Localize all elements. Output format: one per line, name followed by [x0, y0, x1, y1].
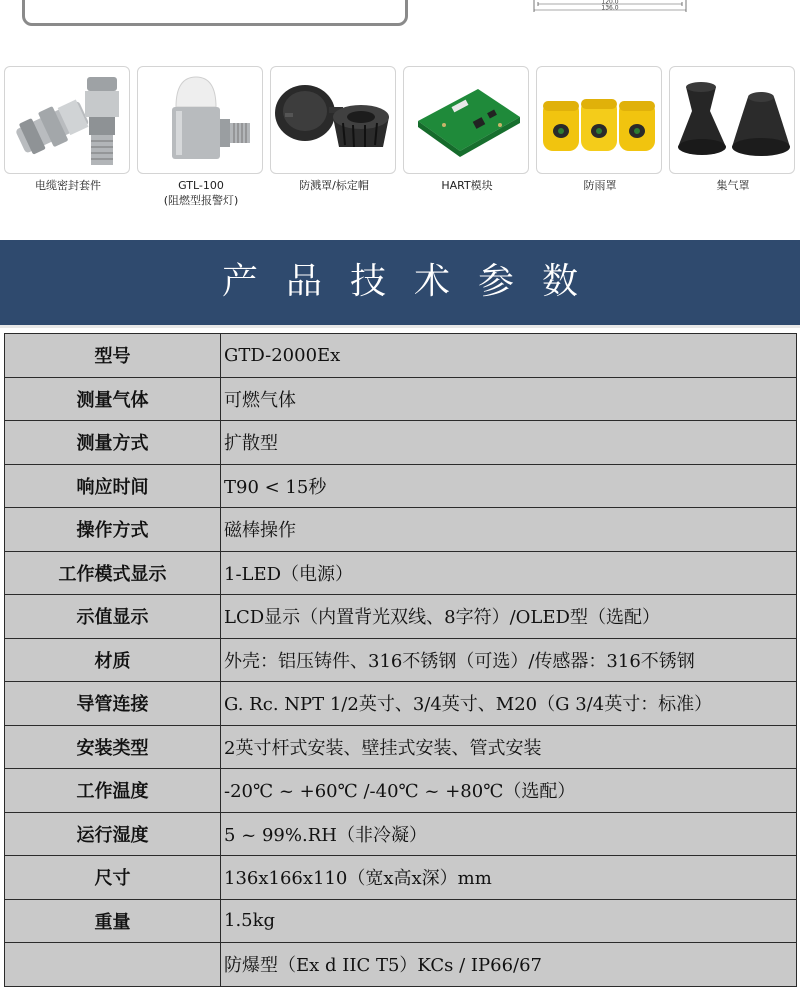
section-title: 产品技术参数 — [221, 261, 606, 302]
spec-label: 响应时间 — [5, 464, 221, 508]
rain-cover-image — [536, 66, 662, 174]
spec-table — [4, 333, 797, 987]
table-row — [5, 769, 797, 813]
section-banner — [0, 240, 800, 328]
spec-value: 扩散型 — [221, 421, 797, 465]
spec-value: 外壳：铝压铸件、316不锈钢（可选）/传感器：316不锈钢 — [221, 638, 797, 682]
table-row — [5, 682, 797, 726]
spec-value: 5 ~ 99%.RH（非冷凝） — [221, 812, 797, 856]
spec-label: 工作模式显示 — [5, 551, 221, 595]
spec-value: G. Rc. NPT 1/2英寸、3/4英寸、M20（G 3/4英寸：标准） — [221, 682, 797, 726]
product-frame — [22, 0, 408, 26]
spec-label — [5, 943, 221, 987]
accessory-caption-sub: (阻燃型报警灯) — [163, 194, 239, 207]
spec-value: 2英寸杆式安装、壁挂式安装、管式安装 — [221, 725, 797, 769]
table-row — [5, 551, 797, 595]
spec-label: 测量方式 — [5, 421, 221, 465]
accessory-gas-collector — [669, 66, 797, 193]
spec-value: 1.5kg — [221, 899, 797, 943]
spec-label: 导管连接 — [5, 682, 221, 726]
spec-value: T90 < 15秒 — [221, 464, 797, 508]
spec-label: 型号 — [5, 334, 221, 378]
spec-value: 1-LED（电源） — [221, 551, 797, 595]
table-row — [5, 508, 797, 552]
accessory-cable-gland — [4, 66, 132, 193]
spec-value: 防爆型（Ex d IIC T5）KCs / IP66/67 — [221, 943, 797, 987]
accessory-caption: GTL-100 — [178, 179, 224, 192]
alarm-lamp-image — [137, 66, 263, 174]
spec-value: LCD显示（内置背光双线、8字符）/OLED型（选配） — [221, 595, 797, 639]
dimension-drawing — [530, 0, 690, 14]
spec-label: 工作温度 — [5, 769, 221, 813]
splash-cap-image — [270, 66, 396, 174]
spec-value: -20℃ ~ +60℃ /-40℃ ~ +80℃（选配） — [221, 769, 797, 813]
spec-value: 136x166x110（宽x高x深）mm — [221, 856, 797, 900]
accessory-hart-module — [403, 66, 531, 193]
spec-label: 测量气体 — [5, 377, 221, 421]
accessory-caption: 电缆密封套件 — [35, 179, 101, 192]
accessory-rain-cover — [536, 66, 664, 193]
dim-outer-label: 136.0 — [601, 4, 619, 12]
table-row — [5, 377, 797, 421]
spec-label: 重量 — [5, 899, 221, 943]
table-row — [5, 334, 797, 378]
accessory-caption: 防雨罩 — [583, 179, 617, 192]
accessory-caption: HART模块 — [441, 179, 493, 192]
accessory-caption: 集气罩 — [716, 179, 750, 192]
dim-inner-label: 120.0 — [601, 0, 619, 6]
table-row — [5, 595, 797, 639]
table-row — [5, 856, 797, 900]
table-row — [5, 943, 797, 987]
spec-label: 材质 — [5, 638, 221, 682]
table-row — [5, 464, 797, 508]
table-row — [5, 725, 797, 769]
accessory-splash-cap — [270, 66, 398, 193]
spec-value: GTD-2000Ex — [221, 334, 797, 378]
cable-gland-image — [4, 66, 130, 174]
spec-value: 可燃气体 — [221, 377, 797, 421]
table-row — [5, 638, 797, 682]
table-row — [5, 421, 797, 465]
hart-module-image — [403, 66, 529, 174]
table-row — [5, 899, 797, 943]
spec-label: 示值显示 — [5, 595, 221, 639]
spec-label: 操作方式 — [5, 508, 221, 552]
spec-label: 尺寸 — [5, 856, 221, 900]
spec-label: 安装类型 — [5, 725, 221, 769]
accessory-caption: 防溅罩/标定帽 — [299, 179, 369, 192]
accessory-alarm-lamp — [137, 66, 265, 208]
accessory-gallery — [4, 66, 798, 216]
spec-value: 磁棒操作 — [221, 508, 797, 552]
table-row — [5, 812, 797, 856]
spec-label: 运行湿度 — [5, 812, 221, 856]
gas-collector-image — [669, 66, 795, 174]
